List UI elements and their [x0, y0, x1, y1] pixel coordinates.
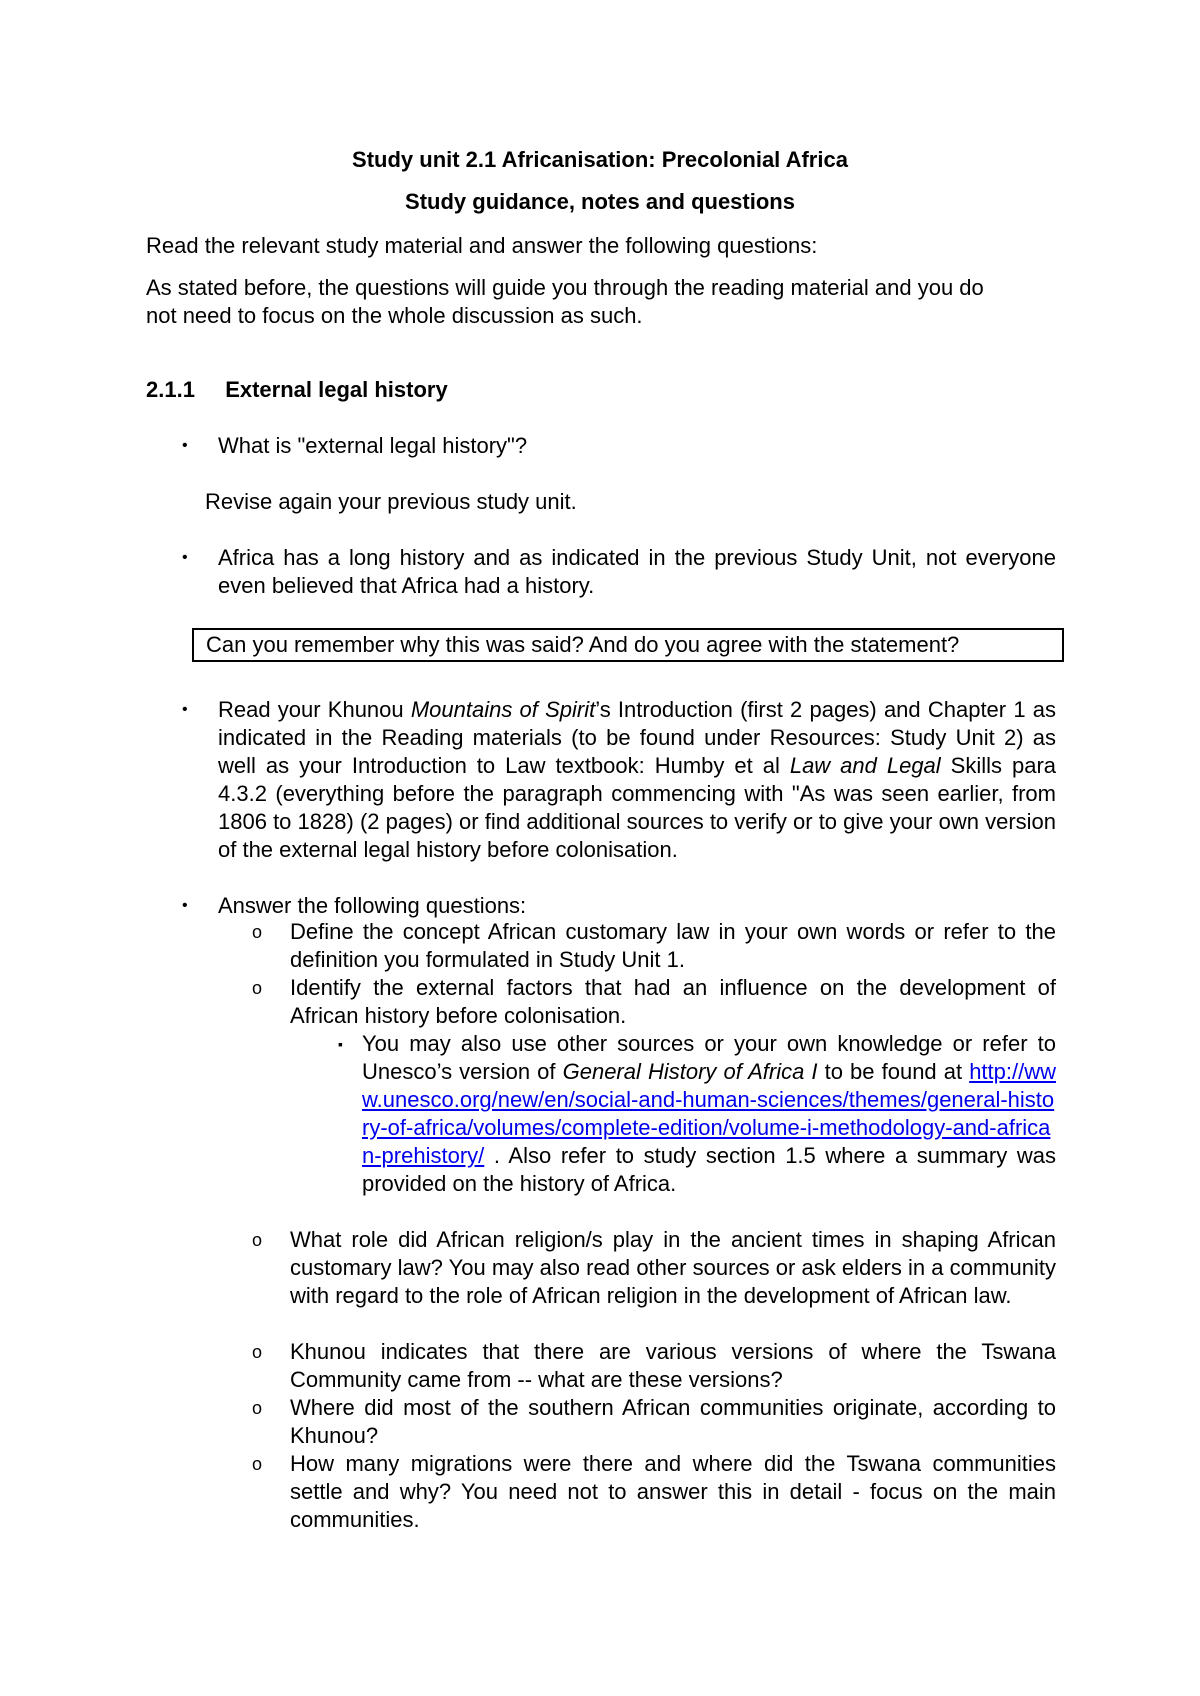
revise-note: Revise again your previous study unit. [205, 489, 577, 514]
reading-text-2: ’s Introduction (first 2 pages) and Chapter 1 as indicated in the Reading materials (to be found under Resources: Study Unit 2) as well as your Introduction to Law textbook: Humby et al [218, 697, 1056, 778]
question-reading-instructions [218, 696, 1056, 864]
bullet-marker: • [182, 549, 188, 566]
sub-bullet-marker: o [252, 922, 263, 942]
unesco-link[interactable]: http://www.unesco.org/new/en/social-and-human-sciences/themes/general-history-of-africa/volumes/complete-edition/volume-i-methodology-and-african-prehistory/ [362, 1059, 1056, 1168]
sub-bullet-marker: o [252, 1230, 263, 1250]
intro-paragraph-2-line-2: not need to focus on the whole discussion as such. [146, 303, 643, 328]
intro-paragraph-2-line-1: As stated before, the questions will guide you through the reading material and you do [146, 275, 984, 300]
section-heading [146, 376, 448, 404]
page-title: Study unit 2.1 Africanisation: Precolonial Africa [352, 147, 848, 172]
sub-question-define-customary-law: Define the concept African customary law in your own words or refer to the definition you formulated in Study Unit 1. [290, 919, 1056, 972]
reading-text-1: Read your Khunou [218, 697, 411, 722]
reflection-box-text: Can you remember why this was said? And do you agree with the statement? [206, 632, 960, 657]
book-title-general-history-of-africa: General History of Africa I [562, 1059, 818, 1084]
sub-bullet-marker: o [252, 1342, 263, 1362]
answer-questions-heading: Answer the following questions: [218, 893, 527, 918]
bullet-marker: • [182, 701, 188, 718]
sub-bullet-marker: o [252, 1398, 263, 1418]
sub-question-origin-communities: Where did most of the southern African communities originate, according to Khunou? [290, 1395, 1056, 1448]
unesco-text-3: . Also refer to study section 1.5 where a summary was provided on the history of Africa. [362, 1143, 1056, 1196]
section-number: 2.1.1 [146, 377, 195, 402]
sub-question-african-religion: What role did African religion/s play in the ancient times in shaping African customary law? You may also read other sources or ask elders in a community with regard to the role of African religion in the development of African law. [290, 1227, 1056, 1308]
sub-question-tswana-versions: Khunou indicates that there are various versions of where the Tswana Community came from -- what are these versions? [290, 1339, 1056, 1392]
sub-question-migrations: How many migrations were there and where did the Tswana communities settle and why? You need not to answer this in detail - focus on the main communities. [290, 1451, 1056, 1532]
unesco-text-1: You may also use other sources or your own knowledge or refer to Unesco’s version of [362, 1031, 1056, 1084]
unesco-text-2: to be found at [817, 1059, 970, 1084]
question-external-legal-history: What is "external legal history"? [218, 433, 528, 458]
square-bullet-marker: ▪ [338, 1036, 343, 1052]
sub-question-external-factors: Identify the external factors that had an influence on the development of African history before colonisation. [290, 975, 1056, 1028]
reflection-box [192, 628, 1064, 662]
book-title-law-and-legal: Law and Legal [789, 753, 941, 778]
intro-paragraph-1: Read the relevant study material and answer the following questions: [146, 233, 818, 258]
section-title: External legal history [225, 377, 448, 402]
question-africa-history: Africa has a long history and as indicated in the previous Study Unit, not everyone even believed that Africa had a history. [218, 545, 1056, 598]
bullet-marker: • [182, 897, 188, 914]
reading-text-3: Skills para 4.3.2 (everything before the paragraph commencing with "As was seen earlier, from 1806 to 1828) (2 pages) or find additional sources to verify or to give your own version of the external legal history before colonisation. [218, 753, 1057, 862]
unesco-reference [362, 1030, 1056, 1198]
sub-bullet-marker: o [252, 1454, 263, 1474]
sub-bullet-marker: o [252, 978, 263, 998]
book-title-mountains-of-spirit: Mountains of Spirit [410, 697, 596, 722]
page-subtitle: Study guidance, notes and questions [405, 189, 795, 214]
bullet-marker: • [182, 437, 188, 454]
